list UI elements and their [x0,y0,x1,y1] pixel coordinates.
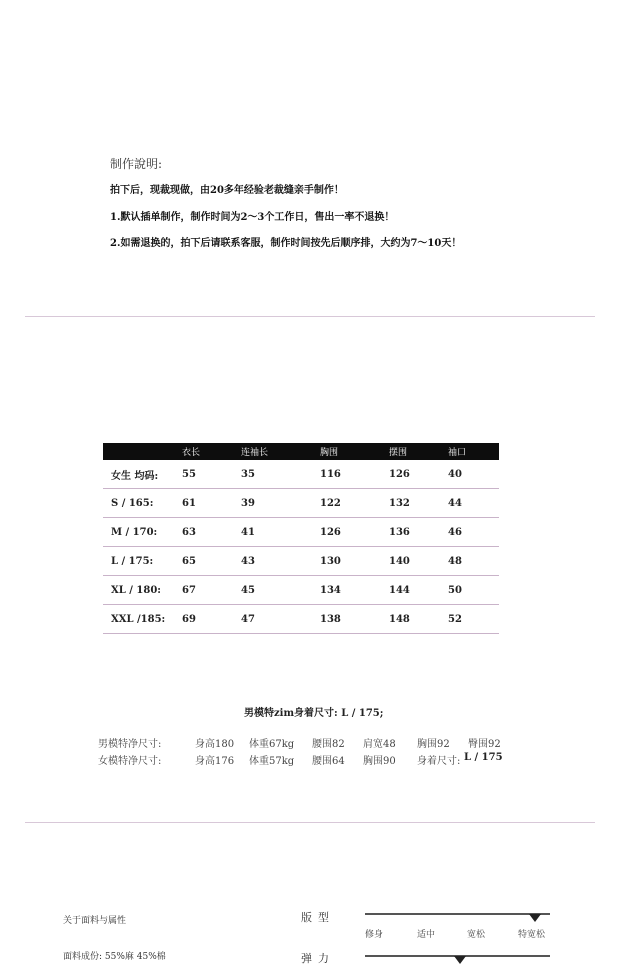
size-label: S / 165: [103,489,182,518]
notes-title: 制作說明: [110,157,163,171]
model-measure: L / 175 [464,752,503,763]
table-cell: 55 [182,460,241,489]
table-row [103,605,499,634]
header-cell [103,443,182,460]
size-table-header [103,443,499,460]
section-divider [25,316,595,317]
model-measure: 胸围90 [363,756,396,767]
size-label: M / 170: [103,518,182,547]
note-line-2: 1.默认插单制作，制作时间为2～3个工作日，售出一率不退换！ [110,212,395,223]
table-row [103,460,499,489]
table-cell: 148 [389,605,448,634]
table-cell: 61 [182,489,241,518]
model-measure: 身高180 [195,739,235,750]
table-cell: 130 [320,547,389,576]
fit-option: 特宽松 [518,930,546,940]
table-cell: 126 [320,518,389,547]
table-cell: 136 [389,518,448,547]
elastic-label: 弹力 [301,952,335,965]
female-model-label: 女模特净尺寸: [98,756,162,767]
table-cell: 140 [389,547,448,576]
table-cell: 134 [320,576,389,605]
model-measure: 腰围64 [312,756,345,767]
model-measure: 体重57kg [249,756,295,767]
size-label: XXL /185: [103,605,182,634]
table-row [103,576,499,605]
model-measure: 臀围92 [468,739,501,750]
model-measure: 腰围82 [312,739,345,750]
table-cell: 144 [389,576,448,605]
size-label: XL / 180: [103,576,182,605]
model-measure: 胸围92 [417,739,450,750]
table-cell: 132 [389,489,448,518]
table-cell: 43 [241,547,320,576]
header-cell: 胸围 [320,443,389,460]
table-cell: 52 [448,605,499,634]
table-cell: 67 [182,576,241,605]
header-cell: 衣长 [182,443,241,460]
note-line-3: 2.如需退换的，拍下后请联系客服，制作时间按先后顺序排，大约为7～10天！ [110,238,462,249]
table-row [103,489,499,518]
header-cell: 袖口 [448,443,499,460]
table-cell: 35 [241,460,320,489]
header-cell: 连袖长 [241,443,320,460]
fit-option: 宽松 [467,930,486,940]
table-cell: 46 [448,518,499,547]
model-measure: 肩宽48 [363,739,396,750]
fabric-composition: 面料成份: 55%麻 45%棉 [63,952,166,962]
table-row [103,547,499,576]
model-measure: 身着尺寸: [417,756,461,767]
fit-scale-line [365,913,550,915]
male-model-measurements [98,735,518,749]
elastic-marker-icon [454,956,466,964]
model-wearing-size: 男模特zim身着尺寸: L / 175; [244,708,384,719]
size-table [103,443,499,634]
fit-option: 适中 [417,930,436,940]
table-cell: 45 [241,576,320,605]
header-cell: 摆围 [389,443,448,460]
table-cell: 65 [182,547,241,576]
table-cell: 41 [241,518,320,547]
table-cell: 126 [389,460,448,489]
table-cell: 39 [241,489,320,518]
model-measure: 体重67kg [249,739,295,750]
table-cell: 122 [320,489,389,518]
table-cell: 48 [448,547,499,576]
size-label: 女生 均码: [103,460,182,489]
table-cell: 138 [320,605,389,634]
table-row [103,518,499,547]
fabric-title: 关于面料与属性 [63,916,127,926]
table-cell: 63 [182,518,241,547]
fit-marker-icon [529,914,541,922]
section-divider [25,822,595,823]
female-model-measurements [98,752,518,766]
male-model-label: 男模特净尺寸: [98,739,162,750]
table-cell: 47 [241,605,320,634]
fit-label: 版型 [301,911,335,924]
note-line-1: 拍下后，现裁现做，由20多年经验老裁缝亲手制作！ [110,185,344,196]
size-label: L / 175: [103,547,182,576]
table-cell: 44 [448,489,499,518]
model-measure: 身高176 [195,756,235,767]
table-cell: 69 [182,605,241,634]
table-cell: 116 [320,460,389,489]
table-cell: 40 [448,460,499,489]
table-cell: 50 [448,576,499,605]
fit-option: 修身 [365,930,384,940]
